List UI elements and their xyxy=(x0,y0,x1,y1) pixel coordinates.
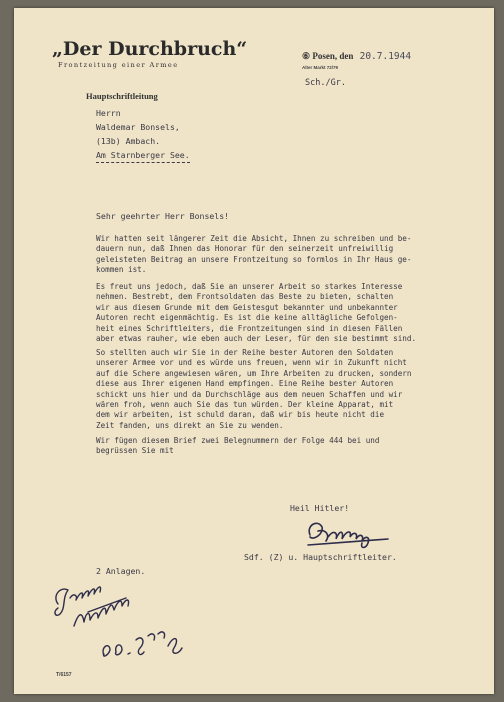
signer-title: Sdf. (Z) u. Hauptschriftleiter. xyxy=(244,552,397,562)
place-date-line xyxy=(302,51,411,62)
signature-handwritten xyxy=(304,515,394,553)
letter-page xyxy=(14,8,494,694)
print-mark: T/6157 xyxy=(56,672,72,678)
salutation: Sehr geehrter Herr Bonsels! xyxy=(96,211,230,221)
body-paragraph: Wir fügen diesem Brief zwei Belegnummern der Folge 444 bei und begrüssen Sie mit xyxy=(96,436,380,456)
recipient-line: Herrn xyxy=(96,108,121,118)
recipient-line: (13b) Ambach. xyxy=(96,136,161,146)
body-paragraph: So stellten auch wir Sie in der Reihe bester Autoren den Soldaten unserer Armee vor und es würde uns freuen, wenn wir in Zukunft nicht auf die Schere angewiesen wären, um Ihre Arbeiten zu drucken, sondern diese aus Ihrer eigenen Hand empfingen. Eine Reihe bester Autoren schickt uns hier und da Durchschläge aus dem neuen Schaffen und wir wären froh, wenn auch Sie das tun würden. Der kleine Apparat, mit dem wir arbeiten, ist schuld daran, daß wir bis heute nicht die Zeit fanden, uns direkt an Sie zu wenden. xyxy=(96,348,412,430)
letter-date: 20.7.1944 xyxy=(359,51,412,62)
recipient-block xyxy=(96,106,190,163)
masthead-title: „Der Durchbruch“ xyxy=(52,38,248,60)
handwritten-annotation xyxy=(48,568,198,663)
body-paragraph: Es freut uns jedoch, daß Sie an unserer Arbeit so starkes Interesse nehmen. Bestrebt, dem Frontsoldaten das Beste zu bieten, schalten wir aus diesem Grunde mit dem Geistesgut bekannter und unbekannter Autoren recht eigenmächtig. Es ist die keine alltägliche Gefolgen- heit eines Schriftleiters, die Frontzeitungen sind in diesen Fällen aber etwas rauher, wie eben auch der Leser, für den sie bestimmt sind. xyxy=(96,282,417,344)
recipient-line: Waldemar Bonsels, xyxy=(96,122,180,132)
closing-greeting: Heil Hitler! xyxy=(290,503,350,513)
reference-code: Sch./Gr. xyxy=(305,78,346,88)
department-label: Hauptschriftleitung xyxy=(86,91,158,101)
body-paragraph: Wir hatten seit längerer Zeit die Absicht, Ihnen zu schreiben und be- dauern nun, daß Ihnen das Honorar für den seinerzeit unfreiwillig geleisteten Beitrag an unsere Frontzeitung so formlos in Ihr Haus ge- kommen ist. xyxy=(96,234,412,275)
place-prefix: ⑥ xyxy=(302,51,311,61)
masthead-subtitle: Frontzeitung einer Armee xyxy=(58,61,179,69)
enclosure-note: 2 Anlagen. xyxy=(96,566,146,576)
recipient-line: Am Starnberger See. xyxy=(96,148,190,163)
place-label: Posen, den xyxy=(312,51,354,61)
sender-address: Alter Markt 72/79 xyxy=(302,65,339,70)
